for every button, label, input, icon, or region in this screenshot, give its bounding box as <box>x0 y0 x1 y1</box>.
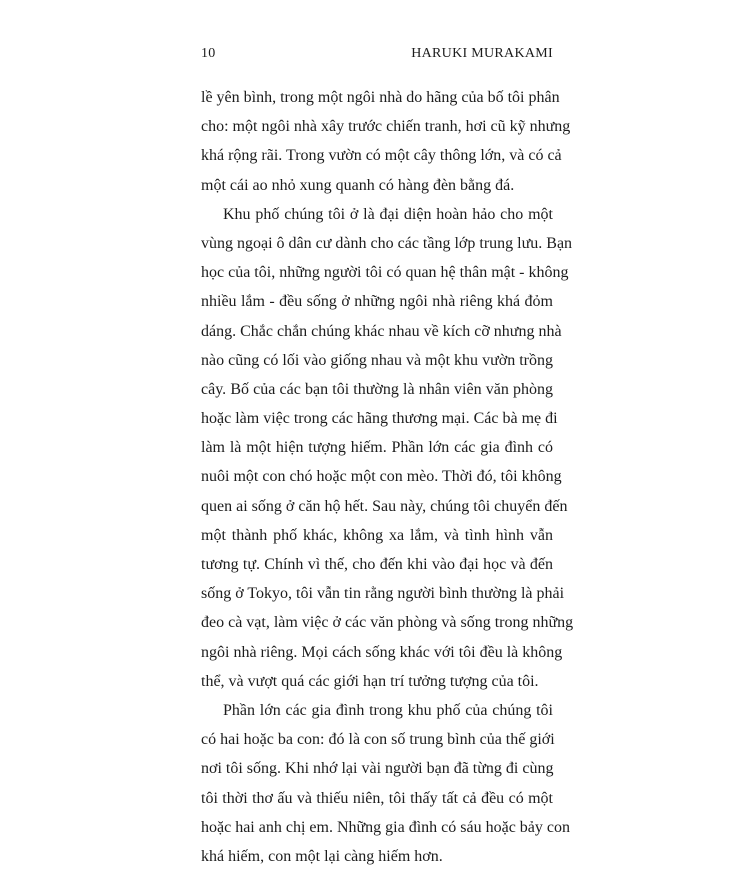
text-line: nơi tôi sống. Khi nhớ lại vài người bạn đã từng đi cùng <box>201 760 554 778</box>
text-line: khá rộng rãi. Trong vườn có một cây thông lớn, và có cả <box>201 147 562 165</box>
text-line: có hai hoặc ba con: đó là con số trung bình của thế giới <box>201 731 555 749</box>
text-line: cây. Bố của các bạn tôi thường là nhân viên văn phòng <box>201 380 553 398</box>
text-line: lề yên bình, trong một ngôi nhà do hãng của bố tôi phân <box>201 89 560 106</box>
text-line: làm là một hiện tượng hiếm. Phần lớn các gia đình có <box>201 439 553 457</box>
text-line: sống ở Tokyo, tôi vẫn tin rằng người bình thường là phải <box>201 585 565 603</box>
text-line: cho: một ngôi nhà xây trước chiến tranh, hơi cũ kỹ nhưng <box>201 118 571 136</box>
text-line: Khu phố chúng tôi ở là đại diện hoàn hảo cho một <box>223 205 553 223</box>
running-head-author: HARUKI MURAKAMI <box>411 46 553 61</box>
paragraph-2 <box>201 200 574 696</box>
text-line: một thành phố khác, không xa lắm, và tình hình vẫn <box>201 526 553 544</box>
paragraph-3 <box>201 696 570 871</box>
text-line: quen ai sống ở căn hộ hết. Sau này, chúng tôi chuyển đến <box>201 497 568 515</box>
text-line: vùng ngoại ô dân cư dành cho các tầng lớp trung lưu. Bạn <box>201 234 573 252</box>
text-line: đeo cà vạt, làm việc ở các văn phòng và sống trong những <box>201 614 574 632</box>
text-line: học của tôi, những người tôi có quan hệ thân mật - không <box>201 264 569 282</box>
body-text <box>201 83 574 871</box>
text-line: nào cũng có lối vào giống nhau và một khu vườn trồng <box>201 351 553 369</box>
text-line: tôi thời thơ ấu và thiếu niên, tôi thấy tất cả đều có một <box>201 789 553 807</box>
text-line: thể, và vượt quá các giới hạn trí tưởng tượng của tôi. <box>201 672 539 690</box>
text-line: nhiều lắm - đều sống ở những ngôi nhà riêng khá đỏm <box>201 293 553 311</box>
text-line: Phần lớn các gia đình trong khu phố của chúng tôi <box>223 701 553 719</box>
paragraph-1 <box>201 83 571 200</box>
text-line: nuôi một con chó hoặc một con mèo. Thời đó, tôi không <box>201 468 562 486</box>
text-line: hoặc làm việc trong các hãng thương mại. Các bà mẹ đi <box>201 410 558 428</box>
text-line: dáng. Chắc chắn chúng khác nhau về kích cỡ nhưng nhà <box>201 322 562 340</box>
text-line: khá hiếm, con một lại càng hiếm hơn. <box>201 847 443 865</box>
page-number: 10 <box>201 46 216 61</box>
text-line: ngôi nhà riêng. Mọi cách sống khác với tôi đều là không <box>201 643 563 661</box>
page-header <box>201 46 553 70</box>
text-line: một cái ao nhỏ xung quanh có hàng đèn bằng đá. <box>201 176 515 194</box>
text-line: tương tự. Chính vì thế, cho đến khi vào đại học và đến <box>201 556 553 573</box>
text-line: hoặc hai anh chị em. Những gia đình có sáu hoặc bảy con <box>201 818 570 836</box>
